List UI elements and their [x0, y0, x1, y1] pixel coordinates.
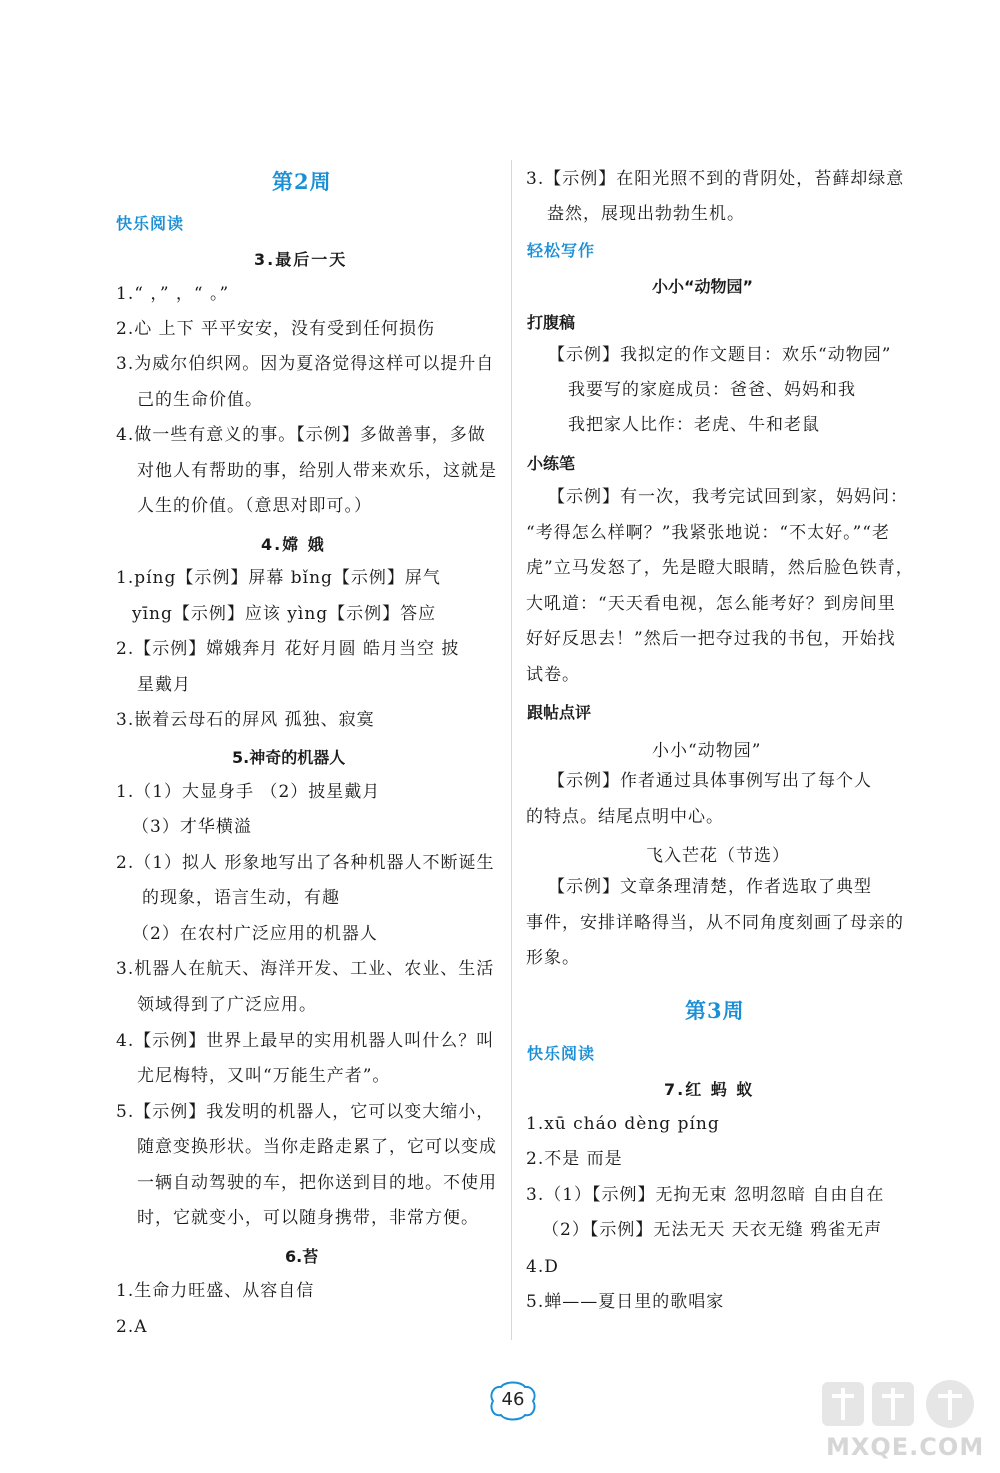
- draft-heading: 打腹稿: [527, 313, 576, 332]
- lesson-5-line: 一辆自动驾驶的车，把你送到目的地。不使用: [137, 1173, 497, 1193]
- draft-line: 我把家人比作：老虎、牛和老鼠: [568, 415, 820, 435]
- section-easy-writing: 轻松写作: [527, 241, 596, 260]
- lesson-3-line: 对他人有帮助的事，给别人带来欢乐，这就是: [137, 461, 497, 481]
- lesson-3-line: 2.心 上下 平平安安，没有受到任何损伤: [116, 319, 436, 339]
- lesson-5-line: 随意变换形状。当你走路走累了，它可以变成: [137, 1137, 497, 1157]
- lesson-4-title: 4.嫦 娥: [261, 535, 326, 554]
- draft-line: 我要写的家庭成员：爸爸、妈妈和我: [568, 380, 856, 400]
- lesson-7-line: 1.xū cháo dèng píng: [526, 1114, 720, 1134]
- page-number: 46: [501, 1389, 525, 1410]
- watermark-text: MXQE.COM: [826, 1433, 985, 1461]
- lesson-4-line: 3.嵌着云母石的屏风 孤独、寂寞: [116, 710, 375, 730]
- column-divider: [511, 160, 512, 1340]
- lesson-5-line: （3）才华横溢: [132, 817, 252, 837]
- review-2-line: 【示例】文章条理清楚，作者选取了典型: [548, 877, 872, 897]
- lesson-3-line: 1.“ ，” ，“ 。”: [116, 284, 230, 304]
- lesson-4-line: 2.【示例】嫦娥奔月 花好月圆 皓月当空 披: [116, 639, 460, 659]
- lesson-4-line: 星戴月: [137, 675, 191, 695]
- lesson-7-line: 2.不是 而是: [526, 1149, 623, 1169]
- review-2-title: 飞入芒花（节选）: [646, 846, 790, 866]
- lesson-5-line: 的现象，语言生动，有趣: [142, 888, 340, 908]
- lesson-5-line: 3.机器人在航天、海洋开发、工业、农业、生活: [116, 959, 495, 979]
- lesson-5-line: 1.（1）大显身手 （2）披星戴月: [116, 782, 381, 802]
- review-2-line: 形象。: [526, 948, 580, 968]
- section-happy-reading: 快乐阅读: [116, 214, 185, 233]
- practice-line: “考得怎么样啊？”我紧张地说：“不太好。”“老: [526, 523, 890, 543]
- lesson-4-line: yīng【示例】应该 yìng【示例】答应: [132, 604, 437, 624]
- writing-title: 小小“动物园”: [652, 277, 754, 296]
- review-1-title: 小小“动物园”: [652, 741, 762, 761]
- week-2-title: 第2周: [272, 169, 332, 194]
- lesson-3-line: 4.做一些有意义的事。【示例】多做善事，多做: [116, 425, 486, 445]
- practice-line: 好好反思去！”然后一把夺过我的书包，开始找: [526, 629, 896, 649]
- lesson-3-line: 3.为威尔伯织网。因为夏洛觉得这样可以提升自: [116, 354, 495, 374]
- lesson-3-line: 人生的价值。（意思对即可。）: [137, 496, 372, 516]
- practice-line: 虎”立马发怒了，先是瞪大眼睛，然后脸色铁青，: [526, 558, 914, 578]
- lesson-4-line: 1.píng【示例】屏幕 bǐng【示例】屏气: [116, 568, 441, 588]
- lesson-7-line: 3.（1）【示例】无拘无束 忽明忽暗 自由自在: [526, 1185, 885, 1205]
- lesson-7-line: （2）【示例】无法无天 天衣无缝 鸦雀无声: [542, 1220, 883, 1240]
- review-1-line: 的特点。结尾点明中心。: [526, 807, 724, 827]
- lesson-5-line: 尤尼梅特，又叫“万能生产者”。: [137, 1066, 391, 1086]
- lesson-5-line: 5.【示例】我发明的机器人，它可以变大缩小，: [116, 1102, 495, 1122]
- lesson-6-title: 6.苔: [285, 1247, 319, 1266]
- practice-line: 大吼道：“天天看电视，怎么能考好？到房间里: [526, 594, 896, 614]
- draft-line: 【示例】我拟定的作文题目：欢乐“动物园”: [548, 345, 892, 365]
- lesson-6-cont-line: 盎然，展现出勃勃生机。: [547, 204, 745, 224]
- lesson-7-title: 7.红 蚂 蚁: [664, 1080, 755, 1099]
- lesson-7-line: 4.D: [526, 1257, 559, 1277]
- lesson-7-line: 5.蝉——夏日里的歌唱家: [526, 1292, 725, 1312]
- lesson-5-line: 时，它就变小，可以随身携带，非常方便。: [137, 1208, 479, 1228]
- lesson-5-line: 4.【示例】世界上最早的实用机器人叫什么？叫: [116, 1031, 495, 1051]
- review-2-line: 事件，安排详略得当，从不同角度刻画了母亲的: [526, 913, 904, 933]
- practice-line: 试卷。: [526, 665, 580, 685]
- section-happy-reading-2: 快乐阅读: [527, 1044, 596, 1063]
- lesson-6-cont-line: 3.【示例】在阳光照不到的背阴处，苔藓却绿意: [526, 169, 905, 189]
- practice-heading: 小练笔: [527, 454, 576, 473]
- lesson-6-line: 2.A: [116, 1317, 148, 1337]
- lesson-3-line: 己的生命价值。: [137, 390, 263, 410]
- lesson-6-line: 1.生命力旺盛、从容自信: [116, 1281, 315, 1301]
- lesson-5-line: （2）在农村广泛应用的机器人: [132, 924, 378, 944]
- review-1-line: 【示例】作者通过具体事例写出了每个人: [548, 771, 872, 791]
- lesson-5-line: 2.（1）拟人 形象地写出了各种机器人不断诞生: [116, 853, 495, 873]
- week-3-title: 第3周: [685, 998, 745, 1023]
- practice-line: 【示例】有一次，我考完试回到家，妈妈问：: [548, 487, 908, 507]
- lesson-5-title: 5.神奇的机器人: [232, 748, 346, 767]
- lesson-5-line: 领域得到了广泛应用。: [137, 995, 317, 1015]
- lesson-3-title: 3.最后一天: [254, 250, 348, 269]
- review-heading: 跟帖点评: [527, 703, 592, 722]
